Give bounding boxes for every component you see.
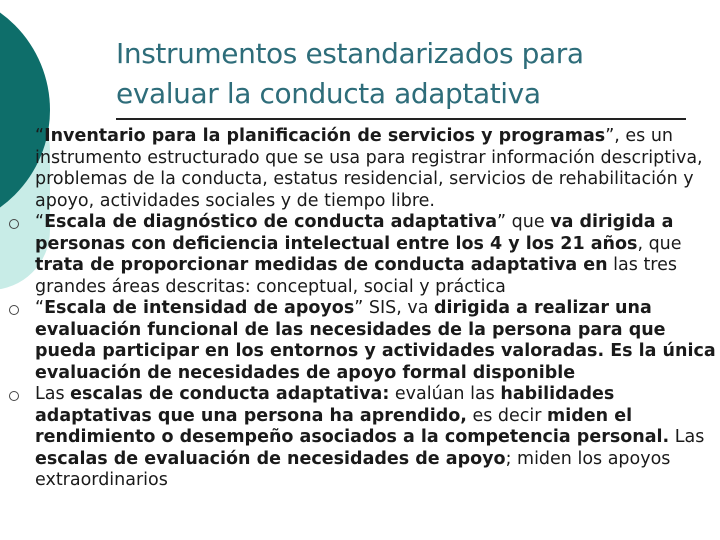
text: Las	[669, 427, 705, 447]
text: las tres grandes áreas descritas: conceptual, social y práctica	[35, 255, 677, 297]
text: “	[35, 212, 45, 232]
title-line-2: evaluar la conducta adaptativa	[116, 77, 541, 110]
bullet-list	[35, 126, 720, 492]
title-line-1: Instrumentos estandarizados para	[116, 37, 584, 70]
text: “	[35, 126, 45, 146]
bullet-item	[35, 126, 720, 212]
text: ” SIS, va	[354, 298, 435, 318]
text: evalúan las	[389, 384, 501, 404]
title-underline	[116, 118, 686, 120]
bold-text: miden el rendimiento o desempeño asociados a la competencia personal.	[35, 405, 670, 447]
bullet-item	[35, 298, 720, 384]
text: ”, es un instrumento estructurado que se usa para registrar información descriptiva, problemas de la conducta, estatus residencial, servicios de rehabilitación y apoyo, actividades sociales y de tiempo libre.	[35, 126, 703, 211]
text: es decir	[466, 405, 548, 426]
bold-text: escalas de evaluación de necesidades de apoyo	[35, 448, 506, 469]
text: Las	[35, 384, 71, 404]
bullet-item	[35, 212, 720, 298]
text: ; miden los apoyos extraordinarios	[35, 448, 671, 490]
bold-text: escalas de conducta adaptativa:	[70, 384, 390, 404]
bullet-circle-icon	[9, 391, 19, 401]
text: ” que	[497, 212, 551, 232]
slide-title	[116, 34, 676, 114]
bullet-item	[35, 384, 720, 492]
bold-text: Inventario para la planificación de servicios y programas	[44, 126, 606, 146]
bold-text: trata de proporcionar medidas de conducta adaptativa en	[35, 255, 608, 275]
bold-text: va dirigida a personas con deficiencia intelectual entre los 4 y los 21 años	[35, 212, 674, 254]
bold-text: dirigida a realizar una evaluación funcional de las necesidades de la persona para que pueda participar en los entornos y actividades valoradas. Es la única evaluación de necesidades de apoyo formal disponible	[35, 298, 716, 383]
bold-text: habilidades adaptativas que una persona ha aprendido,	[35, 384, 615, 426]
bullet-circle-icon	[9, 219, 19, 229]
bold-text: Escala de intensidad de apoyos	[44, 298, 355, 318]
text: “	[35, 298, 45, 318]
bold-text: Escala de diagnóstico de conducta adaptativa	[44, 212, 498, 232]
bullet-circle-icon	[9, 305, 19, 315]
text: , que	[637, 233, 682, 254]
